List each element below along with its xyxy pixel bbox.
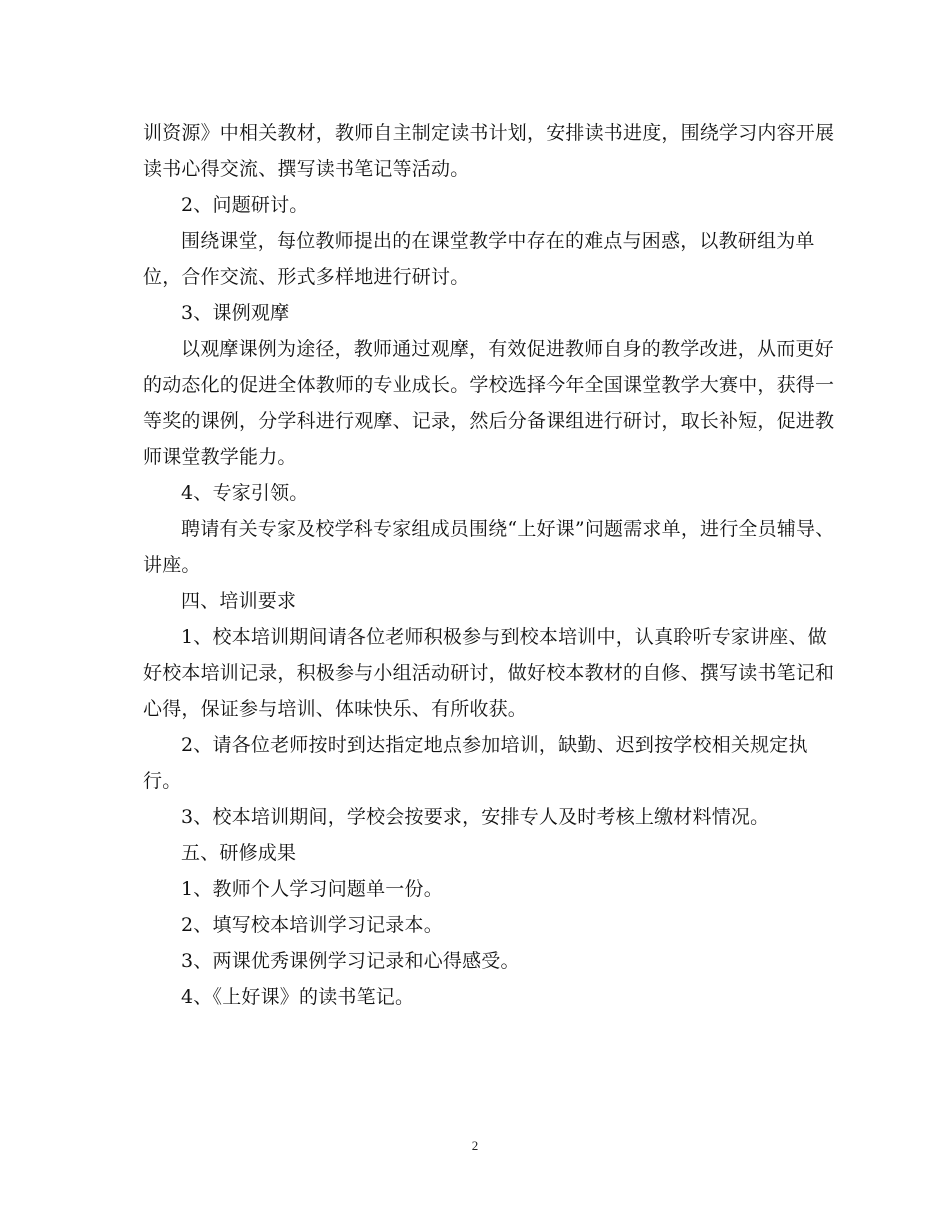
text-line: 好校本培训记录，积极参与小组活动研讨，做好校本教材的自修、撰写读书笔记和 [143, 662, 835, 684]
text-line: 1、校本培训期间请各位老师积极参与到校本培训中，认真聆听专家讲座、做 [181, 626, 827, 648]
text-line: 4、专家引领。 [181, 482, 309, 504]
text-line: 的动态化的促进全体教师的专业成长。学校选择今年全国课堂教学大赛中，获得一 [143, 374, 835, 396]
text-line: 4、《上好课》的读书笔记。 [181, 986, 415, 1008]
text-line: 围绕课堂，每位教师提出的在课堂教学中存在的难点与困惑，以教研组为单 [181, 230, 815, 252]
text-line: 3、校本培训期间，学校会按要求，安排专人及时考核上缴材料情况。 [181, 806, 770, 828]
text-line: 以观摩课例为途径，教师通过观摩，有效促进教师自身的教学改进，从而更好 [181, 338, 834, 360]
text-line: 等奖的课例，分学科进行观摩、记录，然后分备课组进行研讨，取长补短，促进教 [143, 410, 835, 432]
text-line: 讲座。 [143, 554, 201, 576]
text-line: 四、培训要求 [181, 590, 297, 612]
text-line: 位，合作交流、形式多样地进行研讨。 [143, 266, 470, 288]
text-line: 心得，保证参与培训、体味快乐、有所收获。 [143, 698, 528, 720]
text-line: 读书心得交流、撰写读书笔记等活动。 [143, 158, 470, 180]
text-line: 师课堂教学能力。 [143, 446, 297, 468]
document-body [143, 115, 835, 1015]
text-line: 五、研修成果 [181, 842, 297, 864]
text-line: 行。 [143, 770, 182, 792]
text-line: 2、填写校本培训学习记录本。 [181, 914, 443, 936]
text-line: 2、问题研讨。 [181, 194, 309, 216]
text-line: 2、请各位老师按时到达指定地点参加培训，缺勤、迟到按学校相关规定执 [181, 734, 808, 756]
text-line: 3、两课优秀课例学习记录和心得感受。 [181, 950, 520, 972]
text-line: 3、课例观摩 [181, 302, 290, 324]
text-line: 训资源》中相关教材，教师自主制定读书计划，安排读书进度，围绕学习内容开展 [143, 122, 835, 144]
text-line: 聘请有关专家及校学科专家组成员围绕“上好课”问题需求单，进行全员辅导、 [181, 518, 835, 540]
text-line: 1、教师个人学习问题单一份。 [181, 878, 443, 900]
page-number: 2 [471, 1138, 479, 1153]
